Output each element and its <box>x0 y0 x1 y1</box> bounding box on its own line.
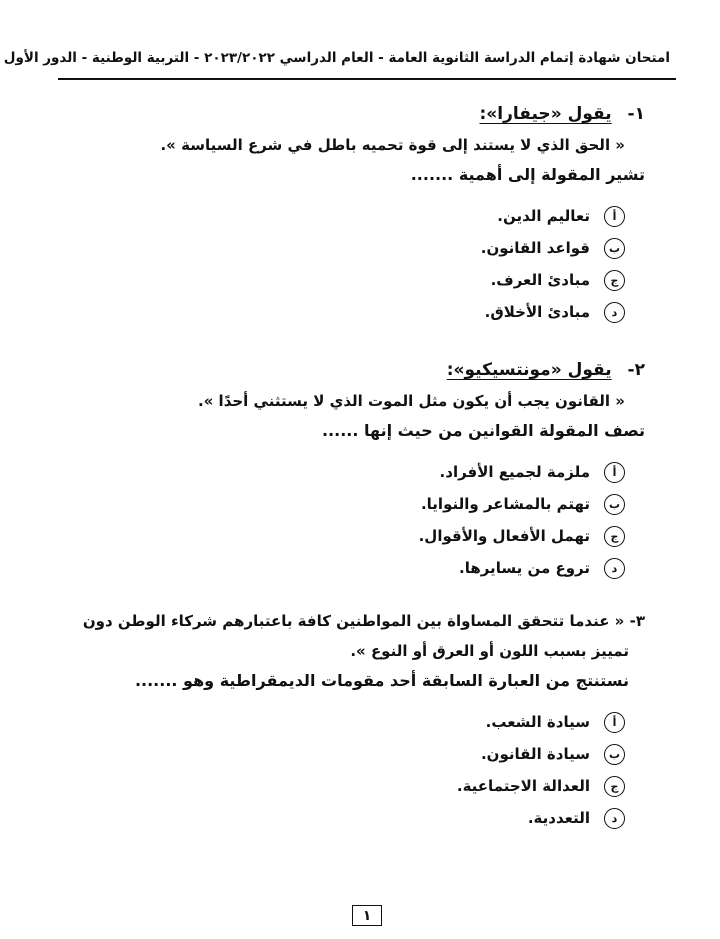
question-speaker: يقول «مونتسيكيو»: <box>446 360 612 380</box>
option-b[interactable] <box>70 232 625 264</box>
option-c[interactable] <box>70 520 625 552</box>
exam-header: امتحان شهادة إتمام الدراسة الثانوية العامة - العام الدراسي ٢٠٢٣/٢٠٢٢ - التربية الوطنية - الدور الأول <box>3 50 670 66</box>
question-2 <box>70 360 645 584</box>
question-title <box>70 360 645 386</box>
option-letter: د <box>604 302 625 323</box>
option-d[interactable] <box>70 802 625 834</box>
question-quote: « القانون يجب أن يكون مثل الموت الذي لا يستثني أحدًا ». <box>197 392 625 410</box>
option-letter: أ <box>604 206 625 227</box>
question-stem: تشير المقولة إلى أهمية ....... <box>410 165 645 184</box>
option-c[interactable] <box>70 264 625 296</box>
option-b[interactable] <box>70 488 625 520</box>
option-b[interactable] <box>70 738 625 770</box>
option-text: مبادئ الأخلاق. <box>484 303 590 321</box>
question-number: ١- <box>627 104 645 124</box>
option-letter: ج <box>604 526 625 547</box>
option-a[interactable] <box>70 456 625 488</box>
question-quote: « الحق الذي لا يستند إلى قوة تحميه باطل في شرع السياسة ». <box>160 136 625 154</box>
option-letter: ج <box>604 270 625 291</box>
option-letter: ب <box>604 494 625 515</box>
question-number: ٢- <box>627 360 645 380</box>
option-letter: ج <box>604 776 625 797</box>
option-text: سيادة القانون. <box>480 745 590 763</box>
question-1 <box>70 104 645 328</box>
question-quote-line-2: تمييز بسبب اللون أو العرق أو النوع ». <box>350 642 629 660</box>
option-letter: د <box>604 558 625 579</box>
option-d[interactable] <box>70 296 625 328</box>
question-speaker: يقول «جيفارا»: <box>479 104 612 124</box>
question-number: ٣- <box>629 612 645 630</box>
question-stem: تصف المقولة القوانين من حيث إنها ...... <box>321 421 645 440</box>
header-divider <box>58 78 676 80</box>
option-text: التعددية. <box>527 809 590 827</box>
option-text: سيادة الشعب. <box>485 713 590 731</box>
question-title <box>70 104 645 130</box>
option-letter: أ <box>604 462 625 483</box>
option-text: مبادئ العرف. <box>490 271 590 289</box>
option-a[interactable] <box>70 200 625 232</box>
options-list <box>70 200 645 328</box>
option-a[interactable] <box>70 706 625 738</box>
option-c[interactable] <box>70 770 625 802</box>
option-text: قواعد القانون. <box>480 239 590 257</box>
option-d[interactable] <box>70 552 625 584</box>
option-letter: ب <box>604 238 625 259</box>
question-3 <box>70 606 645 834</box>
option-letter: د <box>604 808 625 829</box>
option-text: تهتم بالمشاعر والنوايا. <box>420 495 590 513</box>
question-stem: نستنتج من العبارة السابقة أحد مقومات الديمقراطية وهو ....... <box>134 671 629 690</box>
option-text: تروع من يسايرها. <box>459 559 590 577</box>
option-text: تهمل الأفعال والأقوال. <box>418 527 590 545</box>
option-text: العدالة الاجتماعية. <box>456 777 590 795</box>
question-quote-text: « عندما تتحقق المساواة بين المواطنين كافة باعتبارهم شركاء الوطن دون <box>82 612 625 630</box>
question-quote-line-1 <box>70 606 645 636</box>
page-number: ١ <box>352 905 382 926</box>
options-list <box>70 456 645 584</box>
option-text: ملزمة لجميع الأفراد. <box>439 463 590 481</box>
option-letter: أ <box>604 712 625 733</box>
option-text: تعاليم الدين. <box>497 207 590 225</box>
option-letter: ب <box>604 744 625 765</box>
options-list <box>70 706 645 834</box>
